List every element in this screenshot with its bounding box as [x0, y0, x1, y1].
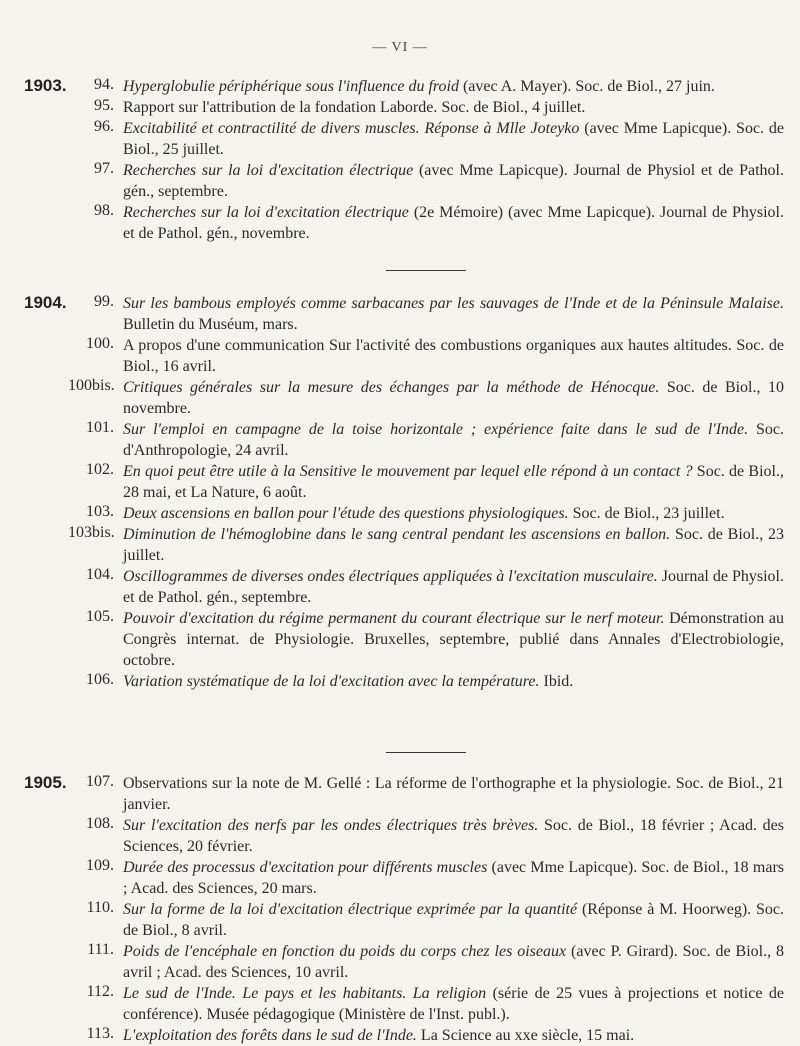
entry-details: Soc. de Biol., 10 novembre. [123, 379, 784, 417]
entry-text [123, 335, 784, 377]
entry-details: La Science au xxe siècle, 15 mai. [416, 1027, 635, 1044]
entry-text [123, 202, 784, 244]
bibliography-entry [24, 671, 784, 692]
bibliography-entry [24, 815, 784, 857]
entry-title: En quoi peut être utile à la Sensitive le mouvement par lequel elle répond à un contact ? [123, 463, 693, 480]
bibliography-entry [24, 419, 784, 461]
entry-details: Soc. de Biol., 23 juillet. [568, 505, 725, 522]
entry-number: 98. [94, 202, 114, 219]
entry-number: 104. [86, 566, 114, 583]
year-label: 1905. [24, 773, 67, 792]
entry-number: 99. [94, 293, 114, 310]
bibliography-entry [24, 461, 784, 503]
entry-text [123, 857, 784, 899]
bibliography-entry [24, 524, 784, 566]
entry-details: Soc. d'Anthropologie, 24 avril. [123, 421, 784, 459]
entry-number: 94. [94, 76, 114, 93]
entry-title: Critiques générales sur la mesure des échanges par la méthode de Hénocque. [123, 379, 660, 396]
entry-number: 100. [86, 335, 114, 352]
bibliography-entry [24, 335, 784, 377]
entry-title: Pouvoir d'excitation du régime permanent du courant électrique sur le nerf moteur. [123, 610, 665, 627]
entry-text [123, 608, 784, 671]
entry-details: (avec Mme Lapicque). Soc. de Biol., 25 juillet. [123, 120, 785, 158]
bibliography-entry [24, 899, 784, 941]
entry-title: Deux ascensions en ballon pour l'étude des questions physiologiques. [123, 505, 569, 522]
entry-title: Recherches sur la loi d'excitation électrique [123, 162, 414, 179]
entry-text [123, 773, 784, 815]
entry-details: Bulletin du Muséum, mars. [123, 316, 298, 333]
bibliography-entry [24, 857, 784, 899]
entry-text [123, 671, 784, 692]
entry-number: 103bis. [68, 524, 115, 541]
bibliography-entry [24, 160, 784, 202]
section-divider [386, 752, 466, 753]
entry-title: L'exploitation des forêts dans le sud de l'Inde. [123, 1027, 417, 1044]
entry-text [123, 503, 784, 524]
entry-text [123, 118, 784, 160]
section-divider [386, 270, 466, 271]
bibliography-entry [24, 941, 784, 983]
bibliography-entry [24, 97, 784, 118]
entry-text [123, 815, 784, 857]
entry-details: Soc. de Biol., 28 mai, et La Nature, 6 août. [123, 463, 784, 501]
entry-title: Oscillogrammes de diverses ondes électriques appliquées à l'excitation musculaire. [123, 568, 658, 585]
entry-text [123, 566, 784, 608]
entry-number: 107. [86, 773, 114, 790]
year-section [24, 293, 784, 692]
entry-title: Diminution de l'hémoglobine dans le sang central pendant les ascensions en ballon. [123, 526, 671, 543]
bibliography-entry [24, 76, 784, 97]
entry-title: Durée des processus d'excitation pour différents muscles [123, 859, 488, 876]
entry-number: 109. [86, 857, 114, 874]
entry-text [123, 461, 784, 503]
entry-number: 105. [86, 608, 114, 625]
year-section [24, 773, 784, 1046]
entry-number: 97. [94, 160, 114, 177]
entry-title: Le sud de l'Inde. Le pays et les habitants. La religion [123, 985, 487, 1002]
bibliography-entry [24, 608, 784, 671]
year-label: 1904. [24, 293, 67, 312]
year-label: 1903. [24, 76, 67, 95]
entry-number: 101. [86, 419, 114, 436]
entry-number: 110. [86, 899, 114, 916]
entry-text [123, 97, 784, 118]
entry-text [123, 76, 784, 97]
entry-number: 111. [87, 941, 114, 958]
bibliography-entry [24, 202, 784, 244]
entry-details: (2e Mémoire) (avec Mme Lapicque). Journal de Physiol. et de Pathol. gén., novembre. [123, 204, 785, 242]
entry-title: Sur l'emploi en campagne de la toise horizontale ; expérience faite dans le sud de l'Inde. [123, 421, 749, 438]
entry-number: 100bis. [68, 377, 115, 394]
entry-text [123, 1025, 784, 1046]
entry-number: 106. [86, 671, 114, 688]
entry-details: Soc. de Biol., 18 février ; Acad. des Sciences, 20 février. [123, 817, 784, 855]
entry-number: 112. [86, 983, 114, 1000]
entry-details: Ibid. [539, 673, 574, 690]
year-section [24, 76, 784, 244]
bibliography-entry [24, 1025, 784, 1046]
entry-title: Recherches sur la loi d'excitation électrique [123, 204, 409, 221]
entry-details: Journal de Physiol. et de Pathol. gén., septembre. [123, 568, 785, 606]
entry-details: (avec Mme Lapicque). Soc. de Biol., 18 mars ; Acad. des Sciences, 20 mars. [123, 859, 784, 897]
entry-details: (avec Mme Lapicque). Journal de Physiol et de Pathol. gén., septembre. [123, 162, 785, 200]
entry-title: Poids de l'encéphale en fonction du poids du corps chez les oiseaux [123, 943, 567, 960]
entry-title: Sur la forme de la loi d'excitation électrique exprimée par la quantité [123, 901, 578, 918]
entry-title: Sur les bambous employés comme sarbacanes par les sauvages de l'Inde et de la Péninsule Malaise. [123, 295, 784, 312]
bibliography-entry [24, 377, 784, 419]
entry-details: (avec P. Girard). Soc. de Biol., 8 avril ; Acad. des Sciences, 10 avril. [123, 943, 785, 981]
entry-number: 102. [86, 461, 114, 478]
entry-details: Rapport sur l'attribution de la fondation Laborde. Soc. de Biol., 4 juillet. [123, 99, 586, 116]
entry-text [123, 160, 784, 202]
entry-text [123, 899, 784, 941]
entry-details: (série de 25 vues à projections et notice de conférence). Musée pédagogique (Ministère de l'Inst. publ.). [123, 985, 784, 1023]
bibliography-entry [24, 773, 784, 815]
entry-title: Variation systématique de la loi d'excitation avec la température. [123, 673, 540, 690]
bibliography-entry [24, 566, 784, 608]
entry-number: 113. [86, 1025, 114, 1042]
entry-details: Observations sur la note de M. Gellé : La réforme de l'orthographe et la physiologie. Soc. de Biol., 21 janvier. [123, 775, 784, 813]
page-number: — VI — [372, 40, 428, 55]
entry-text [123, 941, 784, 983]
entry-details: (Réponse à M. Hoorweg). Soc. de Biol., 8 avril. [123, 901, 785, 939]
entry-title: Sur l'excitation des nerfs par les ondes électriques très brèves. [123, 817, 539, 834]
entry-title: Excitabilité et contractilité de divers muscles. Réponse à Mlle Joteyko [123, 120, 580, 137]
bibliography-entry [24, 293, 784, 335]
entry-text [123, 524, 784, 566]
entry-number: 108. [86, 815, 114, 832]
bibliography-entry [24, 983, 784, 1025]
entry-text [123, 983, 784, 1025]
entry-details: Soc. de Biol., 23 juillet. [123, 526, 784, 564]
bibliography-entry [24, 118, 784, 160]
entry-title: Hyperglobulie périphérique sous l'influence du froid [123, 78, 459, 95]
entry-text [123, 377, 784, 419]
entry-details: (avec A. Mayer). Soc. de Biol., 27 juin. [458, 78, 715, 95]
entry-number: 95. [94, 97, 114, 114]
bibliography-entry [24, 503, 784, 524]
entry-text [123, 419, 784, 461]
entry-text [123, 293, 784, 335]
entry-number: 96. [94, 118, 114, 135]
entry-number: 103. [86, 503, 114, 520]
entry-details: Démonstration au Congrès internat. de Physiologie. Bruxelles, septembre, publié dans Annales d'Electrobiologie, octobre. [123, 610, 785, 669]
entry-details: A propos d'une communication Sur l'activité des combustions organiques aux hautes altitudes. Soc. de Biol., 16 avril. [123, 337, 784, 375]
